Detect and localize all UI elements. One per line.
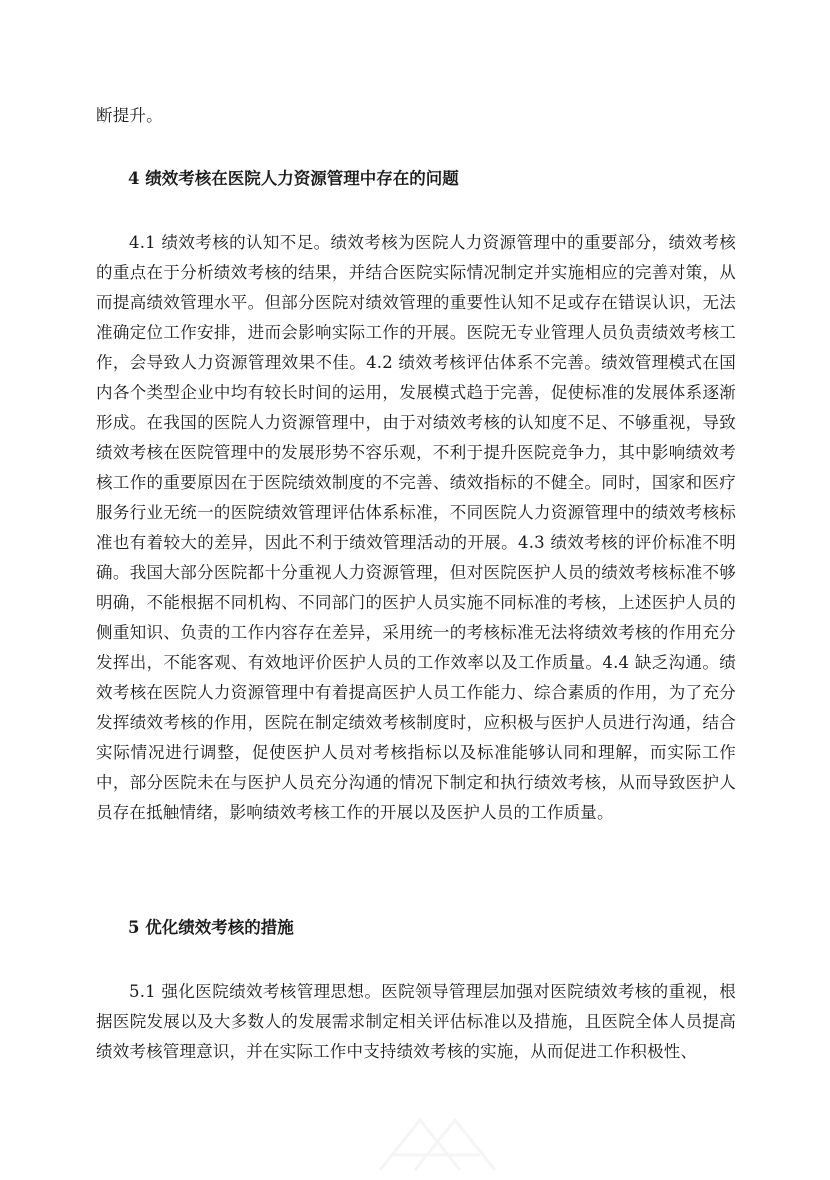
section-4-paragraph: 4.1 绩效考核的认知不足。绩效考核为医院人力资源管理中的重要部分，绩效考核的重点在于分析绩效考核的结果，并结合医院实际情况制定并实施相应的完善对策，从而提高绩效管理水平。但部分医院对绩效管理的重要性认知不足或存在错误认识，无法准确定位工作安排，进而会影响实际工作的开展。医院无专业管理人员负责绩效考核工作，会导致人力资源管理效果不佳。4.2 绩效考核评估体系不完善。绩效管理模式在国内各个类型企业中均有较长时间的运用，发展模式趋于完善，促使标准的发展体系逐渐形成。在我国的医院人力资源管理中，由于对绩效考核的认知度不足、不够重视，导致绩效考核在医院管理中的发展形势不容乐观，不利于提升医院竞争力，其中影响绩效考核工作的重要原因在于医院绩效制度的不完善、绩效指标的不健全。同时，国家和医疗服务行业无统一的医院绩效管理评估体系标准，不同医院人力资源管理中的绩效考核标准也有着较大的差异，因此不利于绩效管理活动的开展。4.3 绩效考核的评价标准不明确。我国大部分医院都十分重视人力资源管理，但对医院医护人员的绩效考核标准不够明确，不能根据不同机构、不同部门的医护人员实施不同标准的考核，上述医护人员的侧重知识、负责的工作内容存在差异，采用统一的考核标准无法将绩效考核的作用充分发挥出，不能客观、有效地评价医护人员的工作效率以及工作质量。4.4 缺乏沟通。绩效考核在医院人力资源管理中有着提高医护人员工作能力、综合素质的作用，为了充分发挥绩效考核的作用，医院在制定绩效考核制度时，应积极与医护人员进行沟通，结合实际情况进行调整，促使医护人员对考核指标以及标准能够认同和理解，而实际工作中，部分医院未在与医护人员充分沟通的情况下制定和执行绩效考核，从而导致医护人员存在抵触情绪，影响绩效考核工作的开展以及医护人员的工作质量。 [96,233,736,822]
continued-paragraph-fragment: 断提升。 [96,106,163,125]
section-5-heading: 5 优化绩效考核的措施 [128,918,294,937]
watermark-logo [360,1110,510,1180]
section-4-heading: 4 绩效考核在医院人力资源管理中存在的问题 [128,169,459,188]
section-5-paragraph: 5.1 强化医院绩效考核管理思想。医院领导管理层加强对医院绩效考核的重视，根据医院发展以及大多数人的发展需求制定相关评估标准以及措施，且医院全体人员提高绩效考核管理意识，并在实际工作中支持绩效考核的实施，从而促进工作积极性、 [96,982,736,1061]
